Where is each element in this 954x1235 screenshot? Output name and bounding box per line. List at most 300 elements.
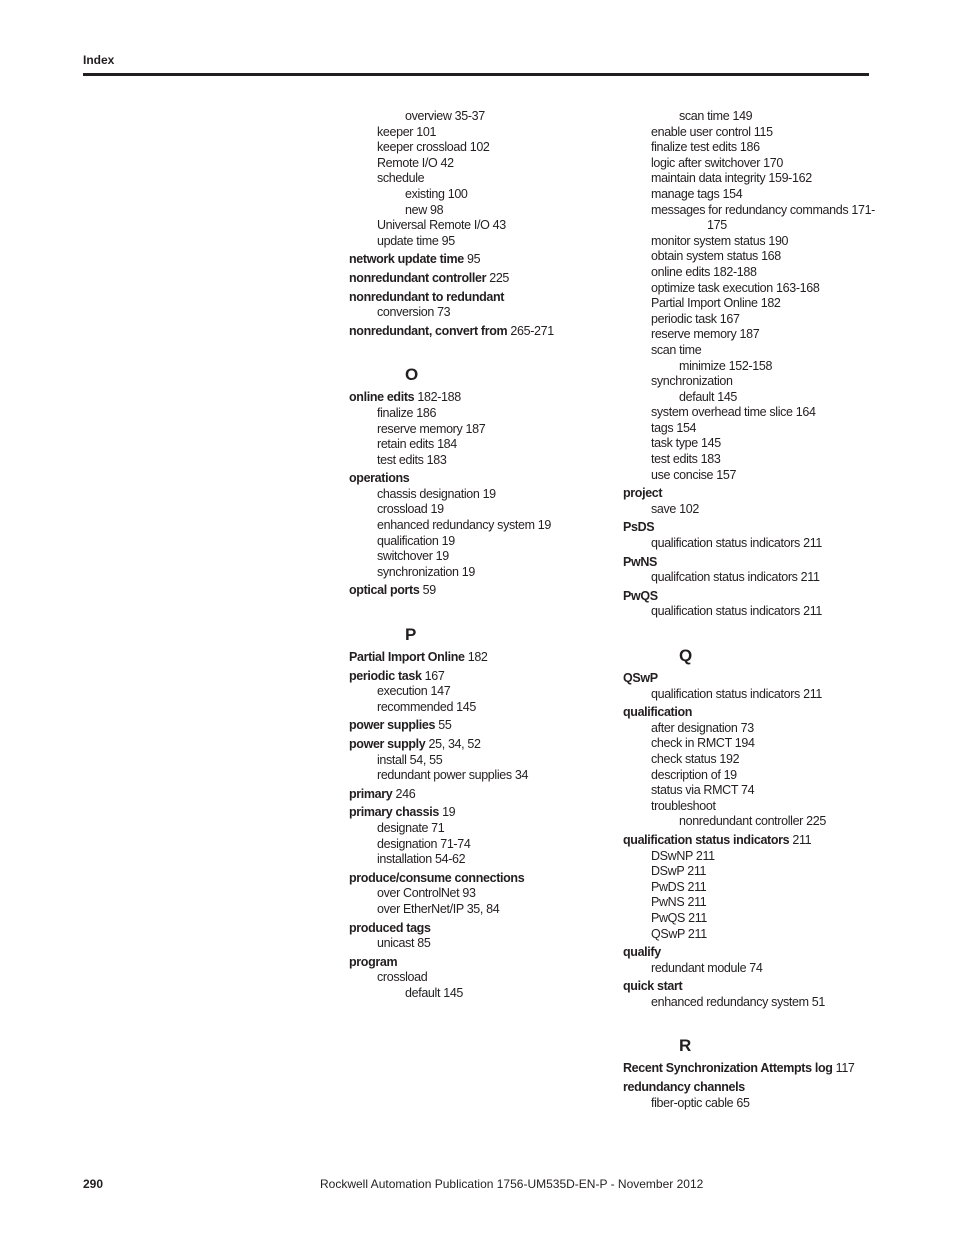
- entry-pages: 73: [737, 720, 754, 735]
- entry-term: PwDS: [651, 879, 685, 894]
- entry-pages: 145: [453, 699, 476, 714]
- entry-pages: 74: [746, 960, 763, 975]
- entry-pages: 74: [737, 783, 755, 798]
- entry-term: default: [405, 985, 441, 1000]
- entry-pages: 211: [684, 926, 707, 941]
- entry-pages: 19: [427, 502, 444, 517]
- entry-term: qualification status indicators: [651, 536, 800, 551]
- entry-pages: 211: [799, 686, 822, 701]
- index-subentry: [623, 687, 873, 703]
- entry-term: qualification: [623, 705, 693, 720]
- index-subentry: [349, 109, 599, 125]
- entry-pages: 184: [433, 437, 457, 452]
- entry-pages: 19: [438, 533, 455, 548]
- index-subentry: [623, 405, 873, 421]
- entry-pages: 182-188: [710, 264, 757, 279]
- entry-pages: 152-158: [725, 358, 773, 373]
- index-subentry: [623, 140, 873, 156]
- index-subentry: [623, 995, 873, 1011]
- entry-term: PsDS: [623, 520, 655, 535]
- entry-term: DSwP: [651, 864, 685, 879]
- index-subentry: [623, 814, 873, 830]
- entry-term: synchronization: [377, 564, 459, 579]
- index-subentry: [349, 700, 599, 716]
- entry-pages: 211: [692, 848, 715, 863]
- entry-pages: 192: [716, 751, 740, 766]
- entry-pages: 211: [799, 604, 822, 619]
- entry-term: description of: [651, 767, 721, 782]
- index-entry: [349, 271, 599, 287]
- index-subentry: [623, 864, 873, 880]
- entry-term: keeper: [377, 124, 414, 139]
- entry-pages: 101: [413, 124, 437, 139]
- entry-term: Partial Import Online: [651, 296, 758, 311]
- index-subentry: [349, 534, 599, 550]
- entry-term: check in RMCT: [651, 736, 732, 751]
- index-entry: [349, 787, 599, 803]
- entry-pages: 211: [684, 864, 707, 879]
- index-subentry: [623, 911, 873, 927]
- entry-term: nonredundant, convert from: [349, 323, 508, 338]
- entry-pages: 211: [789, 832, 812, 847]
- entry-term: update time: [377, 233, 439, 248]
- entry-term: redundant module: [651, 960, 747, 975]
- entry-term: unicast: [377, 936, 415, 951]
- index-subentry: [349, 970, 599, 986]
- entry-term: crossload: [377, 502, 428, 517]
- entry-pages: 149: [729, 109, 753, 123]
- index-entry: [349, 324, 599, 340]
- index-subentry: [623, 536, 873, 552]
- entry-pages: 168: [757, 249, 781, 264]
- index-subentry: [623, 736, 873, 752]
- entry-pages: 211: [684, 879, 707, 894]
- index-subentry: [623, 374, 873, 390]
- index-entry: [349, 290, 599, 306]
- entry-pages: 35-37: [451, 109, 485, 123]
- index-subentry: [623, 927, 873, 943]
- entry-term: project: [623, 486, 663, 501]
- entry-pages: 102: [466, 140, 490, 155]
- entry-term: QSwP: [651, 926, 685, 941]
- index-letter-heading: R: [679, 1036, 691, 1056]
- index-entry: [349, 650, 599, 666]
- index-subentry: [623, 327, 873, 343]
- entry-term: use concise: [651, 467, 714, 482]
- entry-pages: 211: [685, 910, 708, 925]
- index-subentry: [623, 312, 873, 328]
- entry-term: installation: [377, 852, 432, 867]
- index-subentry: [349, 156, 599, 172]
- entry-term: overview: [405, 109, 452, 123]
- entry-pages: 34: [511, 768, 529, 783]
- entry-pages: 102: [676, 501, 699, 516]
- entry-pages: 183: [423, 452, 447, 467]
- index-entry: [349, 955, 599, 971]
- entry-term: operations: [349, 471, 410, 486]
- index-subentry: [623, 452, 873, 468]
- entry-pages: 85: [414, 936, 431, 951]
- index-subentry: [623, 218, 873, 234]
- entry-term: execution: [377, 684, 428, 699]
- entry-term: optimize task execution: [651, 280, 773, 295]
- entry-term: recommended: [377, 699, 454, 714]
- index-subentry: [349, 753, 599, 769]
- index-subentry: [349, 305, 599, 321]
- entry-term: designate: [377, 820, 429, 835]
- publication-info: Rockwell Automation Publication 1756-UM535D-EN-P - November 2012: [320, 1177, 704, 1191]
- index-entry: [349, 805, 599, 821]
- entry-pages: 59: [419, 583, 436, 598]
- index-subentry: [623, 203, 873, 219]
- entry-term: QSwP: [623, 671, 658, 685]
- index-subentry: [623, 390, 873, 406]
- entry-term: fiber-optic cable: [651, 1095, 734, 1110]
- entry-term: switchover: [377, 549, 433, 564]
- entry-term: test edits: [377, 452, 424, 467]
- index-subentry: [623, 436, 873, 452]
- entry-term: default: [679, 389, 715, 404]
- index-subentry: [349, 453, 599, 469]
- entry-term: nonredundant controller: [349, 270, 487, 285]
- entry-pages: 175: [707, 218, 727, 233]
- index-entry: [623, 1080, 873, 1096]
- entry-pages: 19: [534, 518, 552, 533]
- index-subentry: [623, 421, 873, 437]
- entry-term: PwNS: [623, 554, 658, 569]
- page-number: 290: [83, 1177, 104, 1191]
- index-entry: [349, 718, 599, 734]
- index-subentry: [349, 125, 599, 141]
- entry-pages: 265-271: [507, 323, 554, 338]
- entry-pages: 71: [428, 820, 445, 835]
- entry-term: nonredundant controller: [679, 814, 803, 829]
- index-subentry: [349, 821, 599, 837]
- index-subentry: [349, 203, 599, 219]
- entry-pages: 25, 34, 52: [425, 737, 481, 751]
- index-entry: [349, 252, 599, 268]
- entry-term: monitor system status: [651, 233, 766, 248]
- entry-pages: 35, 84: [463, 901, 500, 916]
- entry-term: over ControlNet: [377, 886, 460, 901]
- index-letter-heading: O: [405, 365, 418, 385]
- entry-term: existing: [405, 186, 445, 201]
- index-subentry: [349, 187, 599, 203]
- entry-pages: 51: [808, 994, 826, 1009]
- index-subentry: [623, 1096, 873, 1112]
- entry-term: qualification status indicators: [651, 604, 800, 619]
- entry-term: network update time: [349, 252, 464, 267]
- entry-term: DSwNP: [651, 848, 693, 863]
- entry-term: synchronization: [651, 374, 733, 389]
- entry-term: new: [405, 202, 427, 217]
- index-entry: [623, 833, 873, 849]
- index-subentry: [349, 437, 599, 453]
- index-subentry: [349, 986, 599, 1002]
- entry-pages: 182: [757, 296, 781, 311]
- index-subentry: [623, 281, 873, 297]
- index-column-right: [623, 109, 873, 1111]
- index-entry: [349, 669, 599, 685]
- entry-pages: 225: [486, 270, 510, 285]
- index-subentry: [623, 234, 873, 250]
- entry-term: qualification: [377, 533, 439, 548]
- entry-term: status via RMCT: [651, 783, 738, 798]
- entry-term: quick start: [623, 979, 683, 994]
- entry-term: PwNS: [651, 895, 685, 910]
- entry-term: conversion: [377, 305, 434, 320]
- entry-term: system overhead time slice: [651, 405, 793, 420]
- entry-term: nonredundant to redundant: [349, 289, 505, 304]
- entry-pages: 187: [736, 327, 760, 342]
- entry-term: enhanced redundancy system: [377, 518, 535, 533]
- index-subentry: [349, 837, 599, 853]
- entry-term: Recent Synchronization Attempts log: [623, 1061, 833, 1076]
- index-subentry: [623, 849, 873, 865]
- index-subentry: [623, 296, 873, 312]
- entry-pages: 167: [421, 668, 445, 683]
- index-subentry: [623, 359, 873, 375]
- entry-pages: 171-: [848, 202, 875, 217]
- entry-pages: 225: [803, 814, 826, 829]
- entry-pages: 145: [697, 436, 721, 451]
- entry-pages: 246: [392, 786, 416, 801]
- entry-term: chassis designation: [377, 486, 480, 501]
- index-subentry: [623, 125, 873, 141]
- index-subentry: [623, 156, 873, 172]
- entry-term: program: [349, 954, 398, 969]
- index-subentry: [349, 171, 599, 187]
- index-entry: [623, 945, 873, 961]
- entry-pages: 211: [684, 895, 707, 910]
- index-entry: [623, 705, 873, 721]
- entry-pages: 145: [714, 389, 738, 404]
- index-subentry: [349, 502, 599, 518]
- entry-term: over EtherNet/IP: [377, 901, 464, 916]
- entry-term: qualification status indicators: [623, 832, 790, 847]
- entry-term: Remote I/O: [377, 155, 438, 170]
- index-letter-heading: Q: [679, 646, 692, 665]
- index-entry: [623, 520, 873, 536]
- entry-term: task type: [651, 436, 698, 451]
- index-subentry: [623, 799, 873, 815]
- entry-pages: 186: [413, 405, 437, 420]
- running-header: Index: [83, 53, 115, 67]
- entry-term: reserve memory: [651, 327, 737, 342]
- entry-term: maintain data integrity: [651, 171, 766, 186]
- entry-pages: 157: [713, 467, 737, 482]
- entry-term: troubleshoot: [651, 798, 716, 813]
- entry-term: keeper crossload: [377, 140, 467, 155]
- index-subentry: [623, 721, 873, 737]
- index-subentry: [623, 768, 873, 784]
- entry-term: finalize test edits: [651, 140, 737, 155]
- entry-pages: 163-168: [772, 280, 820, 295]
- entry-term: logic after switchover: [651, 155, 761, 170]
- index-subentry: [623, 187, 873, 203]
- index-subentry: [623, 343, 873, 359]
- entry-pages: 54-62: [431, 852, 466, 867]
- index-entry: [623, 1061, 873, 1077]
- index-entry: [349, 921, 599, 937]
- entry-pages: 170: [760, 155, 783, 170]
- entry-term: redundancy channels: [623, 1080, 745, 1095]
- entry-pages: 190: [765, 233, 789, 248]
- entry-term: qualification status indicators: [651, 686, 800, 701]
- entry-pages: 211: [797, 570, 820, 585]
- entry-term: periodic task: [349, 668, 422, 683]
- index-subentry: [623, 895, 873, 911]
- entry-term: power supply: [349, 737, 426, 751]
- index-column-left: [349, 109, 599, 1002]
- entry-term: produced tags: [349, 920, 431, 935]
- entry-term: PwQS: [651, 910, 686, 925]
- index-entry: [349, 471, 599, 487]
- entry-term: power supplies: [349, 718, 436, 733]
- entry-term: scan time: [651, 342, 702, 357]
- entry-pages: 154: [673, 420, 697, 435]
- entry-term: Partial Import Online: [349, 650, 465, 665]
- entry-term: messages for redundancy commands: [651, 202, 849, 217]
- entry-pages: 164: [792, 405, 816, 420]
- entry-pages: 159-162: [765, 171, 812, 186]
- index-subentry: [349, 768, 599, 784]
- index-entry: [623, 486, 873, 502]
- index-subentry: [349, 936, 599, 952]
- entry-pages: 19: [458, 564, 475, 579]
- index-entry: [623, 671, 873, 687]
- entry-pages: 100: [444, 186, 468, 201]
- index-subentry: [349, 852, 599, 868]
- index-subentry: [349, 406, 599, 422]
- entry-pages: 19: [432, 549, 449, 564]
- index-subentry: [349, 140, 599, 156]
- entry-term: test edits: [651, 452, 698, 467]
- entry-pages: 167: [716, 311, 740, 326]
- index-subentry: [623, 783, 873, 799]
- entry-term: qualify: [623, 945, 661, 960]
- index-subentry: [623, 265, 873, 281]
- entry-pages: 19: [438, 805, 456, 820]
- entry-pages: 194: [731, 736, 755, 751]
- entry-term: designation: [377, 836, 438, 851]
- entry-term: primary: [349, 786, 393, 801]
- entry-pages: 93: [459, 886, 476, 901]
- index-entry: [349, 390, 599, 406]
- entry-pages: 54, 55: [406, 752, 443, 767]
- entry-term: check status: [651, 751, 717, 766]
- index-subentry: [623, 109, 873, 125]
- entry-pages: 19: [720, 767, 737, 782]
- entry-pages: 42: [437, 155, 454, 170]
- entry-term: after designation: [651, 720, 738, 735]
- entry-pages: 65: [733, 1095, 750, 1110]
- index-letter-heading: P: [405, 625, 416, 645]
- entry-pages: 115: [750, 124, 773, 139]
- index-subentry: [349, 518, 599, 534]
- index-subentry: [623, 752, 873, 768]
- entry-pages: 71-74: [437, 836, 471, 851]
- index-entry: [349, 737, 599, 753]
- entry-pages: 182: [464, 650, 488, 665]
- index-entry: [623, 979, 873, 995]
- index-entry: [349, 583, 599, 599]
- entry-term: PwQS: [623, 588, 658, 603]
- entry-term: enable user control: [651, 124, 751, 139]
- index-subentry: [349, 549, 599, 565]
- entry-term: finalize: [377, 405, 414, 420]
- entry-term: schedule: [377, 171, 425, 186]
- entry-term: manage tags: [651, 186, 720, 201]
- entry-term: crossload: [377, 970, 428, 985]
- entry-term: minimize: [679, 358, 726, 373]
- index-entry: [623, 555, 873, 571]
- entry-pages: 95: [463, 252, 481, 267]
- index-subentry: [349, 487, 599, 503]
- entry-pages: 186: [736, 140, 760, 155]
- entry-pages: 183: [697, 452, 721, 467]
- entry-pages: 154: [719, 186, 743, 201]
- entry-term: install: [377, 752, 407, 767]
- header-rule: [83, 73, 869, 76]
- index-subentry: [349, 422, 599, 438]
- entry-pages: 187: [462, 421, 486, 436]
- entry-term: save: [651, 501, 677, 516]
- index-subentry: [623, 604, 873, 620]
- entry-term: scan time: [679, 109, 730, 123]
- entry-pages: 95: [438, 233, 455, 248]
- entry-pages: 19: [479, 486, 496, 501]
- entry-term: redundant power supplies: [377, 768, 512, 783]
- entry-pages: 145: [440, 985, 464, 1000]
- index-subentry: [623, 468, 873, 484]
- index-subentry: [623, 570, 873, 586]
- entry-term: periodic task: [651, 311, 717, 326]
- entry-term: primary chassis: [349, 805, 439, 820]
- index-subentry: [349, 218, 599, 234]
- index-subentry: [349, 684, 599, 700]
- entry-pages: 147: [427, 684, 451, 699]
- entry-pages: 73: [433, 305, 451, 320]
- index-entry: [349, 871, 599, 887]
- index-entry: [623, 589, 873, 605]
- entry-pages: 117: [832, 1061, 855, 1076]
- entry-term: qualifcation status indicators: [651, 570, 798, 585]
- index-subentry: [623, 961, 873, 977]
- index-subentry: [623, 502, 873, 518]
- entry-term: tags: [651, 420, 674, 435]
- entry-pages: 182-188: [414, 390, 461, 405]
- index-subentry: [623, 249, 873, 265]
- entry-pages: 55: [435, 718, 452, 733]
- index-subentry: [349, 234, 599, 250]
- entry-term: online edits: [349, 390, 415, 405]
- entry-pages: 211: [799, 536, 822, 551]
- index-subentry: [349, 886, 599, 902]
- entry-pages: 43: [489, 218, 506, 233]
- entry-term: retain edits: [377, 437, 434, 452]
- entry-term: optical ports: [349, 583, 420, 598]
- index-subentry: [623, 171, 873, 187]
- index-subentry: [349, 902, 599, 918]
- index-subentry: [349, 565, 599, 581]
- entry-term: obtain system status: [651, 249, 758, 264]
- index-subentry: [623, 880, 873, 896]
- entry-pages: 98: [426, 202, 444, 217]
- entry-term: produce/consume connections: [349, 870, 525, 885]
- entry-term: reserve memory: [377, 421, 463, 436]
- entry-term: online edits: [651, 264, 711, 279]
